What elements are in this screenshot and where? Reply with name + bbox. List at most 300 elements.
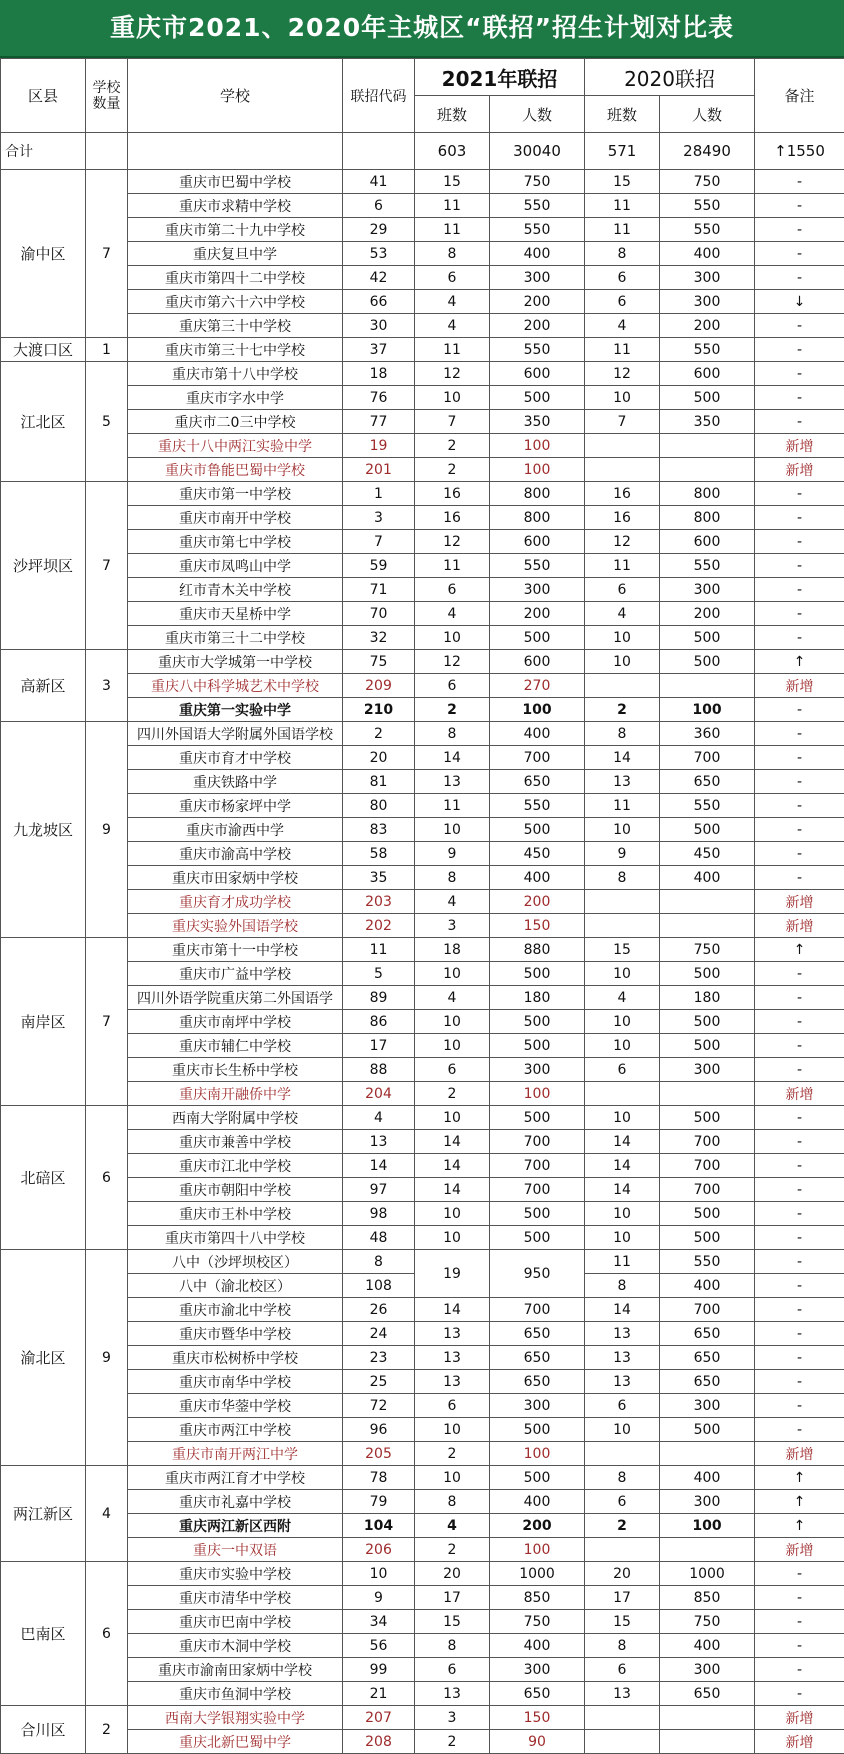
school-name: 重庆市渝高中学校 [128,842,343,866]
school-code: 11 [343,938,415,962]
total-school [128,133,343,170]
table-row [1,914,844,938]
people-2021: 200 [490,290,585,314]
note: - [755,1586,844,1610]
classes-2020: 12 [585,362,660,386]
table-row [1,818,844,842]
classes-2021: 10 [415,1466,490,1490]
header-2020-classes: 班数 [585,96,660,133]
school-code: 23 [343,1346,415,1370]
school-code: 70 [343,602,415,626]
school-name: 重庆铁路中学 [128,770,343,794]
note: - [755,1394,844,1418]
people-2020: 500 [660,962,755,986]
people-2020 [660,458,755,482]
classes-2020: 13 [585,1682,660,1706]
classes-2020 [585,1442,660,1466]
district-name: 渝北区 [1,1250,86,1466]
school-name: 四川外国语大学附属外国语学校 [128,722,343,746]
school-name: 重庆市第十一中学校 [128,938,343,962]
people-2020: 500 [660,1106,755,1130]
district-name: 沙坪坝区 [1,482,86,650]
note: ↑ [755,938,844,962]
classes-2021: 10 [415,1106,490,1130]
total-2020-classes: 571 [585,133,660,170]
classes-2021: 17 [415,1586,490,1610]
classes-2021: 11 [415,218,490,242]
classes-2020: 6 [585,1058,660,1082]
note: ↑ [755,650,844,674]
table-row [1,242,844,266]
school-code: 17 [343,1034,415,1058]
school-code: 201 [343,458,415,482]
classes-2020: 10 [585,1034,660,1058]
table-row [1,722,844,746]
people-2020: 550 [660,794,755,818]
note: - [755,1274,844,1298]
school-code: 25 [343,1370,415,1394]
classes-2021: 8 [415,1634,490,1658]
people-2021: 200 [490,1514,585,1538]
people-2020: 700 [660,746,755,770]
people-2020: 500 [660,386,755,410]
classes-2021: 10 [415,1010,490,1034]
note: - [755,1298,844,1322]
table-row [1,866,844,890]
school-name: 重庆市华蓥中学校 [128,1394,343,1418]
note: - [755,578,844,602]
note: - [755,1682,844,1706]
note: - [755,1418,844,1442]
classes-2020 [585,1730,660,1754]
school-name: 重庆市南开两江中学 [128,1442,343,1466]
note: - [755,746,844,770]
people-2021: 600 [490,530,585,554]
school-code: 6 [343,194,415,218]
school-name: 重庆市天星桥中学 [128,602,343,626]
note: - [755,266,844,290]
classes-2020: 10 [585,962,660,986]
classes-2020: 14 [585,1130,660,1154]
school-name: 重庆市字水中学 [128,386,343,410]
school-code: 2 [343,722,415,746]
people-2021: 300 [490,1058,585,1082]
note: - [755,866,844,890]
people-2020: 650 [660,770,755,794]
classes-2021: 10 [415,386,490,410]
note: - [755,1130,844,1154]
classes-2021: 8 [415,722,490,746]
school-code: 18 [343,362,415,386]
header-2020-people: 人数 [660,96,755,133]
school-name: 重庆十八中两江实验中学 [128,434,343,458]
note: - [755,1202,844,1226]
table-row [1,770,844,794]
classes-2020: 10 [585,818,660,842]
classes-2020: 10 [585,1418,660,1442]
classes-2020 [585,1538,660,1562]
school-name: 重庆市松树桥中学校 [128,1346,343,1370]
school-code: 71 [343,578,415,602]
people-2021: 650 [490,1370,585,1394]
classes-2021: 15 [415,1610,490,1634]
classes-2020: 8 [585,866,660,890]
classes-2021: 12 [415,362,490,386]
people-2021: 500 [490,626,585,650]
table-row [1,1706,844,1730]
classes-2020: 14 [585,746,660,770]
classes-2020: 6 [585,290,660,314]
school-code: 76 [343,386,415,410]
school-code: 1 [343,482,415,506]
people-2020: 100 [660,1514,755,1538]
district-school-count: 7 [86,482,128,650]
classes-2021: 10 [415,1034,490,1058]
table-row [1,434,844,458]
table-row [1,1370,844,1394]
classes-2020 [585,458,660,482]
table-row [1,506,844,530]
note: ↓ [755,290,844,314]
table-row [1,578,844,602]
school-code: 9 [343,1586,415,1610]
district-school-count: 1 [86,338,128,362]
school-code: 35 [343,866,415,890]
classes-2020: 11 [585,338,660,362]
table-row [1,1394,844,1418]
district-name: 江北区 [1,362,86,482]
people-2021: 800 [490,482,585,506]
classes-2021: 4 [415,314,490,338]
people-2021: 180 [490,986,585,1010]
note: - [755,218,844,242]
classes-2021: 6 [415,1394,490,1418]
school-name: 重庆市长生桥中学校 [128,1058,343,1082]
note: - [755,530,844,554]
people-2021: 350 [490,410,585,434]
school-code: 203 [343,890,415,914]
people-2021: 300 [490,578,585,602]
people-2021: 200 [490,890,585,914]
people-2020: 500 [660,1226,755,1250]
header-2021: 2021年联招 [415,59,585,96]
school-name: 重庆市第六十六中学校 [128,290,343,314]
classes-2020 [585,914,660,938]
people-2021: 300 [490,1658,585,1682]
people-2020: 800 [660,482,755,506]
table-row [1,1586,844,1610]
school-name: 重庆市礼嘉中学校 [128,1490,343,1514]
people-2020 [660,1706,755,1730]
classes-2020 [585,674,660,698]
table-row [1,266,844,290]
classes-2021: 12 [415,530,490,554]
people-2020: 800 [660,506,755,530]
classes-2020: 6 [585,1658,660,1682]
table-row [1,1154,844,1178]
school-name: 重庆市南坪中学校 [128,1010,343,1034]
people-2021: 550 [490,194,585,218]
people-2020: 300 [660,1658,755,1682]
school-name: 重庆市第四十二中学校 [128,266,343,290]
classes-2020: 6 [585,1490,660,1514]
note: - [755,962,844,986]
people-2021: 750 [490,1610,585,1634]
people-2021: 550 [490,218,585,242]
note: - [755,722,844,746]
school-code: 210 [343,698,415,722]
people-2021: 500 [490,1034,585,1058]
school-code: 53 [343,242,415,266]
table-row [1,1010,844,1034]
note: 新增 [755,1706,844,1730]
note: - [755,482,844,506]
note: 新增 [755,1082,844,1106]
note: ↑ [755,1514,844,1538]
district-name: 高新区 [1,650,86,722]
school-name: 重庆市巴蜀中学校 [128,170,343,194]
school-code: 56 [343,1634,415,1658]
people-2020: 100 [660,698,755,722]
people-2020: 850 [660,1586,755,1610]
classes-2020: 2 [585,698,660,722]
note: - [755,986,844,1010]
people-2020 [660,890,755,914]
school-name: 重庆市第三十二中学校 [128,626,343,650]
school-code: 104 [343,1514,415,1538]
people-2020: 300 [660,1058,755,1082]
note: - [755,1034,844,1058]
district-school-count: 4 [86,1466,128,1562]
total-code [343,133,415,170]
classes-2021: 11 [415,338,490,362]
people-2020: 600 [660,530,755,554]
classes-2020: 10 [585,386,660,410]
people-2020: 500 [660,1202,755,1226]
people-2021: 100 [490,698,585,722]
note: - [755,1226,844,1250]
people-2021: 500 [490,1202,585,1226]
people-2020: 300 [660,266,755,290]
table-row [1,698,844,722]
district-name: 渝中区 [1,170,86,338]
school-name: 重庆市南开中学校 [128,506,343,530]
note: - [755,1250,844,1274]
people-2020: 500 [660,1418,755,1442]
people-2020: 400 [660,242,755,266]
classes-2021: 13 [415,770,490,794]
people-2020: 550 [660,218,755,242]
people-2021: 600 [490,362,585,386]
people-2021: 150 [490,1706,585,1730]
school-name: 西南大学附属中学校 [128,1106,343,1130]
district-name: 南岸区 [1,938,86,1106]
people-2020: 700 [660,1154,755,1178]
classes-2021: 18 [415,938,490,962]
people-2021: 700 [490,1154,585,1178]
note: - [755,842,844,866]
school-code: 30 [343,314,415,338]
classes-2021: 2 [415,434,490,458]
school-name: 重庆两江新区西附 [128,1514,343,1538]
table-row [1,938,844,962]
table-row [1,746,844,770]
table-row [1,386,844,410]
school-name: 重庆市第三十七中学校 [128,338,343,362]
classes-2020: 8 [585,722,660,746]
school-code: 208 [343,1730,415,1754]
school-name: 重庆市兼善中学校 [128,1130,343,1154]
people-2020: 300 [660,1394,755,1418]
classes-2021: 2 [415,698,490,722]
classes-2020 [585,890,660,914]
district-school-count: 6 [86,1562,128,1706]
table-row [1,1442,844,1466]
note: ↑ [755,1466,844,1490]
table-row [1,338,844,362]
classes-2020: 6 [585,578,660,602]
classes-2021: 10 [415,1202,490,1226]
school-code: 21 [343,1682,415,1706]
classes-2020: 11 [585,794,660,818]
classes-2020: 4 [585,986,660,1010]
classes-2021: 8 [415,242,490,266]
classes-2021: 12 [415,650,490,674]
note: - [755,1634,844,1658]
school-code: 75 [343,650,415,674]
people-2020: 700 [660,1178,755,1202]
people-2020: 1000 [660,1562,755,1586]
table-row [1,1682,844,1706]
table-row [1,602,844,626]
school-code: 34 [343,1610,415,1634]
school-code: 79 [343,1490,415,1514]
classes-2021: 6 [415,674,490,698]
school-code: 48 [343,1226,415,1250]
school-code: 14 [343,1154,415,1178]
people-2020: 180 [660,986,755,1010]
table-row [1,1610,844,1634]
table-row [1,290,844,314]
table-row [1,1514,844,1538]
total-row [1,133,844,170]
people-2020 [660,1538,755,1562]
school-name: 重庆育才成功学校 [128,890,343,914]
table-row [1,1034,844,1058]
school-code: 81 [343,770,415,794]
people-2020: 650 [660,1682,755,1706]
school-code: 42 [343,266,415,290]
table-row [1,1226,844,1250]
classes-2021: 10 [415,1418,490,1442]
people-2020: 700 [660,1298,755,1322]
people-2020: 300 [660,290,755,314]
school-name: 重庆市二0三中学校 [128,410,343,434]
people-2020: 500 [660,626,755,650]
school-code: 83 [343,818,415,842]
note: - [755,1178,844,1202]
school-code: 99 [343,1658,415,1682]
people-2020: 450 [660,842,755,866]
school-name: 重庆市江北中学校 [128,1154,343,1178]
classes-2021: 20 [415,1562,490,1586]
school-code: 80 [343,794,415,818]
header-2020: 2020联招 [585,59,755,96]
people-2021: 500 [490,1226,585,1250]
classes-2021: 16 [415,482,490,506]
table-row [1,362,844,386]
people-2020: 360 [660,722,755,746]
classes-2020: 11 [585,1250,660,1274]
school-name: 重庆实验外国语学校 [128,914,343,938]
classes-2020: 17 [585,1586,660,1610]
note: - [755,1610,844,1634]
table-row [1,1082,844,1106]
school-code: 19 [343,434,415,458]
classes-2020: 10 [585,1226,660,1250]
classes-2020: 4 [585,314,660,338]
classes-2020: 13 [585,1346,660,1370]
school-code: 4 [343,1106,415,1130]
classes-2020: 8 [585,242,660,266]
note: - [755,1106,844,1130]
school-name: 重庆市凤鸣山中学 [128,554,343,578]
table-row [1,1298,844,1322]
classes-2020: 6 [585,1394,660,1418]
total-note: ↑1550 [755,133,844,170]
classes-2021: 11 [415,794,490,818]
note: - [755,506,844,530]
note: - [755,1370,844,1394]
table-row [1,1562,844,1586]
school-name: 重庆市南华中学校 [128,1370,343,1394]
people-2021: 950 [490,1250,585,1298]
note: - [755,698,844,722]
school-code: 89 [343,986,415,1010]
school-name: 重庆市渝南田家炳中学校 [128,1658,343,1682]
people-2021: 400 [490,722,585,746]
classes-2020: 16 [585,482,660,506]
page-title: 重庆市2021、2020年主城区“联招”招生计划对比表 [0,0,844,58]
people-2021: 700 [490,1298,585,1322]
school-name: 红市青木关中学校 [128,578,343,602]
classes-2020: 11 [585,194,660,218]
district-school-count: 6 [86,1106,128,1250]
school-name: 重庆市木洞中学校 [128,1634,343,1658]
note: - [755,1346,844,1370]
classes-2020 [585,1082,660,1106]
people-2020: 550 [660,554,755,578]
school-code: 98 [343,1202,415,1226]
people-2021: 450 [490,842,585,866]
table-row [1,170,844,194]
district-name: 合川区 [1,1706,86,1754]
table-row [1,890,844,914]
table-row [1,1466,844,1490]
table-row [1,1634,844,1658]
table-row [1,650,844,674]
people-2021: 500 [490,386,585,410]
people-2020 [660,1082,755,1106]
people-2021: 550 [490,554,585,578]
classes-2021: 15 [415,170,490,194]
school-code: 66 [343,290,415,314]
table-row [1,1130,844,1154]
school-name: 重庆市第四十八中学校 [128,1226,343,1250]
people-2020: 650 [660,1322,755,1346]
district-school-count: 3 [86,650,128,722]
people-2021: 90 [490,1730,585,1754]
